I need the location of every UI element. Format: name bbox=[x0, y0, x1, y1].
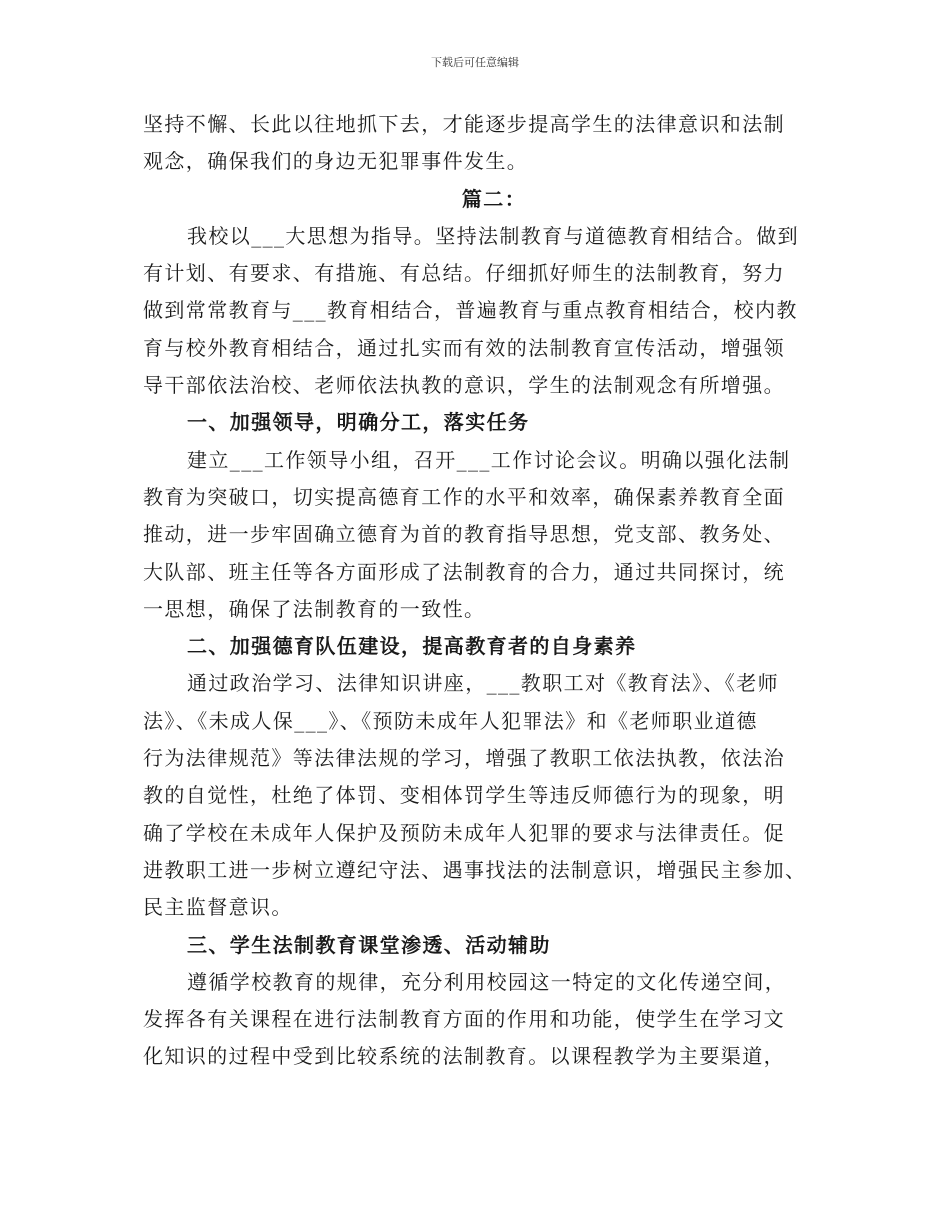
body-line: 导干部依法治校、老师依法执教的意识，学生的法制观念有所增强。 bbox=[143, 373, 785, 398]
paragraph-start-line: 建立___工作领导小组，召开___工作讨论会议。明确以强化法制 bbox=[187, 447, 791, 472]
body-line: 化知识的过程中受到比较系统的法制教育。以课程教学为主要渠道， bbox=[143, 1044, 785, 1069]
paragraph-start-line: 我校以___大思想为指导。坚持法制教育与道德教育相结合。做到 bbox=[187, 223, 799, 248]
body-line: 教的自觉性，杜绝了体罚、变相体罚学生等违反师德行为的现象，明 bbox=[143, 783, 785, 808]
body-line: 一思想，确保了法制教育的一致性。 bbox=[143, 596, 486, 621]
body-line: 确了学校在未成年人保护及预防未成年人犯罪的要求与法律责任。促 bbox=[143, 820, 785, 845]
page-header: 下载后可任意编辑 bbox=[431, 56, 519, 69]
body-line: 坚持不懈、长此以往地抓下去，才能逐步提高学生的法律意识和法制 bbox=[143, 112, 785, 136]
body-line: 法》、《未成人保___》、《预防未成年人犯罪法》和《老师职业道德 bbox=[143, 708, 758, 733]
body-line: 进教职工进一步树立遵纪守法、遇事找法的法制意识，增强民主参加、 bbox=[143, 857, 807, 882]
section-heading: 二、加强德育队伍建设，提高教育者的自身素养 bbox=[187, 634, 637, 659]
body-line: 育与校外教育相结合，通过扎实而有效的法制教育宣传活动，增强领 bbox=[143, 335, 785, 360]
document-body bbox=[143, 106, 825, 1076]
body-line: 行为法律规范》等法律法规的学习，增强了教职工依法执教，依法治 bbox=[143, 746, 785, 771]
body-line: 教育为突破口，切实提高德育工作的水平和效率，确保素养教育全面 bbox=[143, 484, 785, 509]
section-heading: 三、学生法制教育课堂渗透、活动辅助 bbox=[187, 932, 551, 957]
body-line: 大队部、班主任等各方面形成了法制教育的合力，通过共同探讨，统 bbox=[143, 559, 785, 584]
part-title: 篇二： bbox=[461, 186, 527, 211]
body-line: 推动，进一步牢固确立德育为首的教育指导思想，党支部、教务处、 bbox=[143, 522, 785, 547]
body-line: 做到常常教育与___教育相结合，普遍教育与重点教育相结合，校内教 bbox=[143, 298, 798, 323]
section-heading: 一、加强领导，明确分工，落实任务 bbox=[187, 410, 530, 435]
body-line: 民主监督意识。 bbox=[143, 895, 293, 920]
body-line: 有计划、有要求、有措施、有总结。仔细抓好师生的法制教育，努力 bbox=[143, 261, 785, 286]
paragraph-start-line: 通过政治学习、法律知识讲座，___教职工对《教育法》、《老师 bbox=[187, 671, 779, 696]
body-line: 发挥各有关课程在进行法制教育方面的作用和功能，使学生在学习文 bbox=[143, 1007, 785, 1032]
paragraph-start-line: 遵循学校教育的规律，充分利用校园这一特定的文化传递空间， bbox=[187, 969, 787, 994]
body-line: 观念，确保我们的身边无犯罪事件发生。 bbox=[143, 149, 529, 174]
